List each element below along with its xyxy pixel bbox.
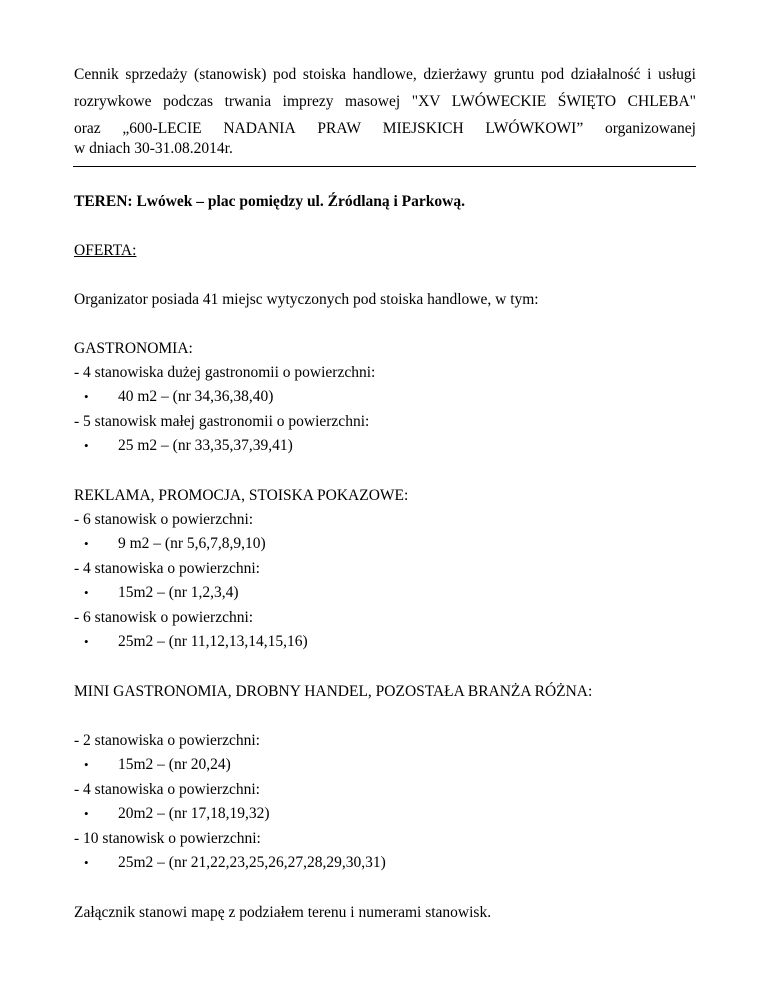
bullet-icon: • <box>84 634 89 649</box>
mini-bullet-3: 25m2 – (nr 21,22,23,25,26,27,28,29,30,31) <box>118 854 386 871</box>
intro-word: LWÓWKOWI” <box>485 120 584 137</box>
mini-item-1: - 2 stanowiska o powierzchni: <box>74 732 260 749</box>
organizer-text: Organizator posiada 41 miejsc wytyczonych pod stoiska handlowe, w tym: <box>74 291 539 308</box>
mini-item-2: - 4 stanowiska o powierzchni: <box>74 781 260 798</box>
bullet-icon: • <box>84 536 89 551</box>
reklama-item-1: - 6 stanowisk o powierzchni: <box>74 511 254 528</box>
reklama-bullet-2: 15m2 – (nr 1,2,3,4) <box>118 584 239 601</box>
teren-heading: TEREN: Lwówek – plac pomiędzy ul. Źródlaną i Parkową. <box>74 193 465 210</box>
reklama-heading: REKLAMA, PROMOCJA, STOISKA POKAZOWE: <box>74 487 409 504</box>
intro-word: MIEJSKICH <box>382 120 464 137</box>
mini-bullet-1: 15m2 – (nr 20,24) <box>118 756 231 773</box>
intro-word: oraz <box>74 120 101 137</box>
gastronomia-bullet-2: 25 m2 – (nr 33,35,37,39,41) <box>118 437 293 454</box>
gastronomia-heading: GASTRONOMIA: <box>74 340 193 357</box>
gastronomia-bullet-1: 40 m2 – (nr 34,36,38,40) <box>118 388 274 405</box>
oferta-heading: OFERTA: <box>74 242 137 259</box>
gastronomia-item-2: - 5 stanowisk małej gastronomii o powierzchni: <box>74 413 370 430</box>
reklama-item-3: - 6 stanowisk o powierzchni: <box>74 609 254 626</box>
bullet-icon: • <box>84 389 89 404</box>
mini-heading: MINI GASTRONOMIA, DROBNY HANDEL, POZOSTAŁA BRANŻA RÓŻNA: <box>74 683 593 700</box>
intro-line-3 <box>74 120 696 138</box>
bullet-icon: • <box>84 855 89 870</box>
intro-line-2-text: rozrywkowe podczas trwania imprezy masowej "XV LWÓWECKIE ŚWIĘTO CHLEBA" <box>74 93 696 110</box>
gastronomia-item-1: - 4 stanowiska dużej gastronomii o powierzchni: <box>74 364 376 381</box>
intro-line-4: w dniach 30-31.08.2014r. <box>74 140 233 157</box>
intro-line-1-text: Cennik sprzedaży (stanowisk) pod stoiska handlowe, dzierżawy gruntu pod działalność i usługi <box>74 66 696 83</box>
reklama-bullet-3: 25m2 – (nr 11,12,13,14,15,16) <box>118 633 308 650</box>
horizontal-rule <box>73 166 696 167</box>
intro-word: PRAW <box>317 120 361 137</box>
reklama-bullet-1: 9 m2 – (nr 5,6,7,8,9,10) <box>118 535 266 552</box>
reklama-item-2: - 4 stanowiska o powierzchni: <box>74 560 260 577</box>
bullet-icon: • <box>84 757 89 772</box>
bullet-icon: • <box>84 806 89 821</box>
mini-bullet-2: 20m2 – (nr 17,18,19,32) <box>118 805 270 822</box>
intro-line-1 <box>74 66 696 84</box>
intro-word: „600-LECIE <box>122 120 202 137</box>
intro-word: organizowanej <box>604 120 696 137</box>
intro-word: NADANIA <box>223 120 296 137</box>
bullet-icon: • <box>84 585 89 600</box>
mini-item-3: - 10 stanowisk o powierzchni: <box>74 830 261 847</box>
intro-line-2 <box>74 93 696 111</box>
bullet-icon: • <box>84 438 89 453</box>
footer-note: Załącznik stanowi mapę z podziałem terenu i numerami stanowisk. <box>74 904 492 921</box>
